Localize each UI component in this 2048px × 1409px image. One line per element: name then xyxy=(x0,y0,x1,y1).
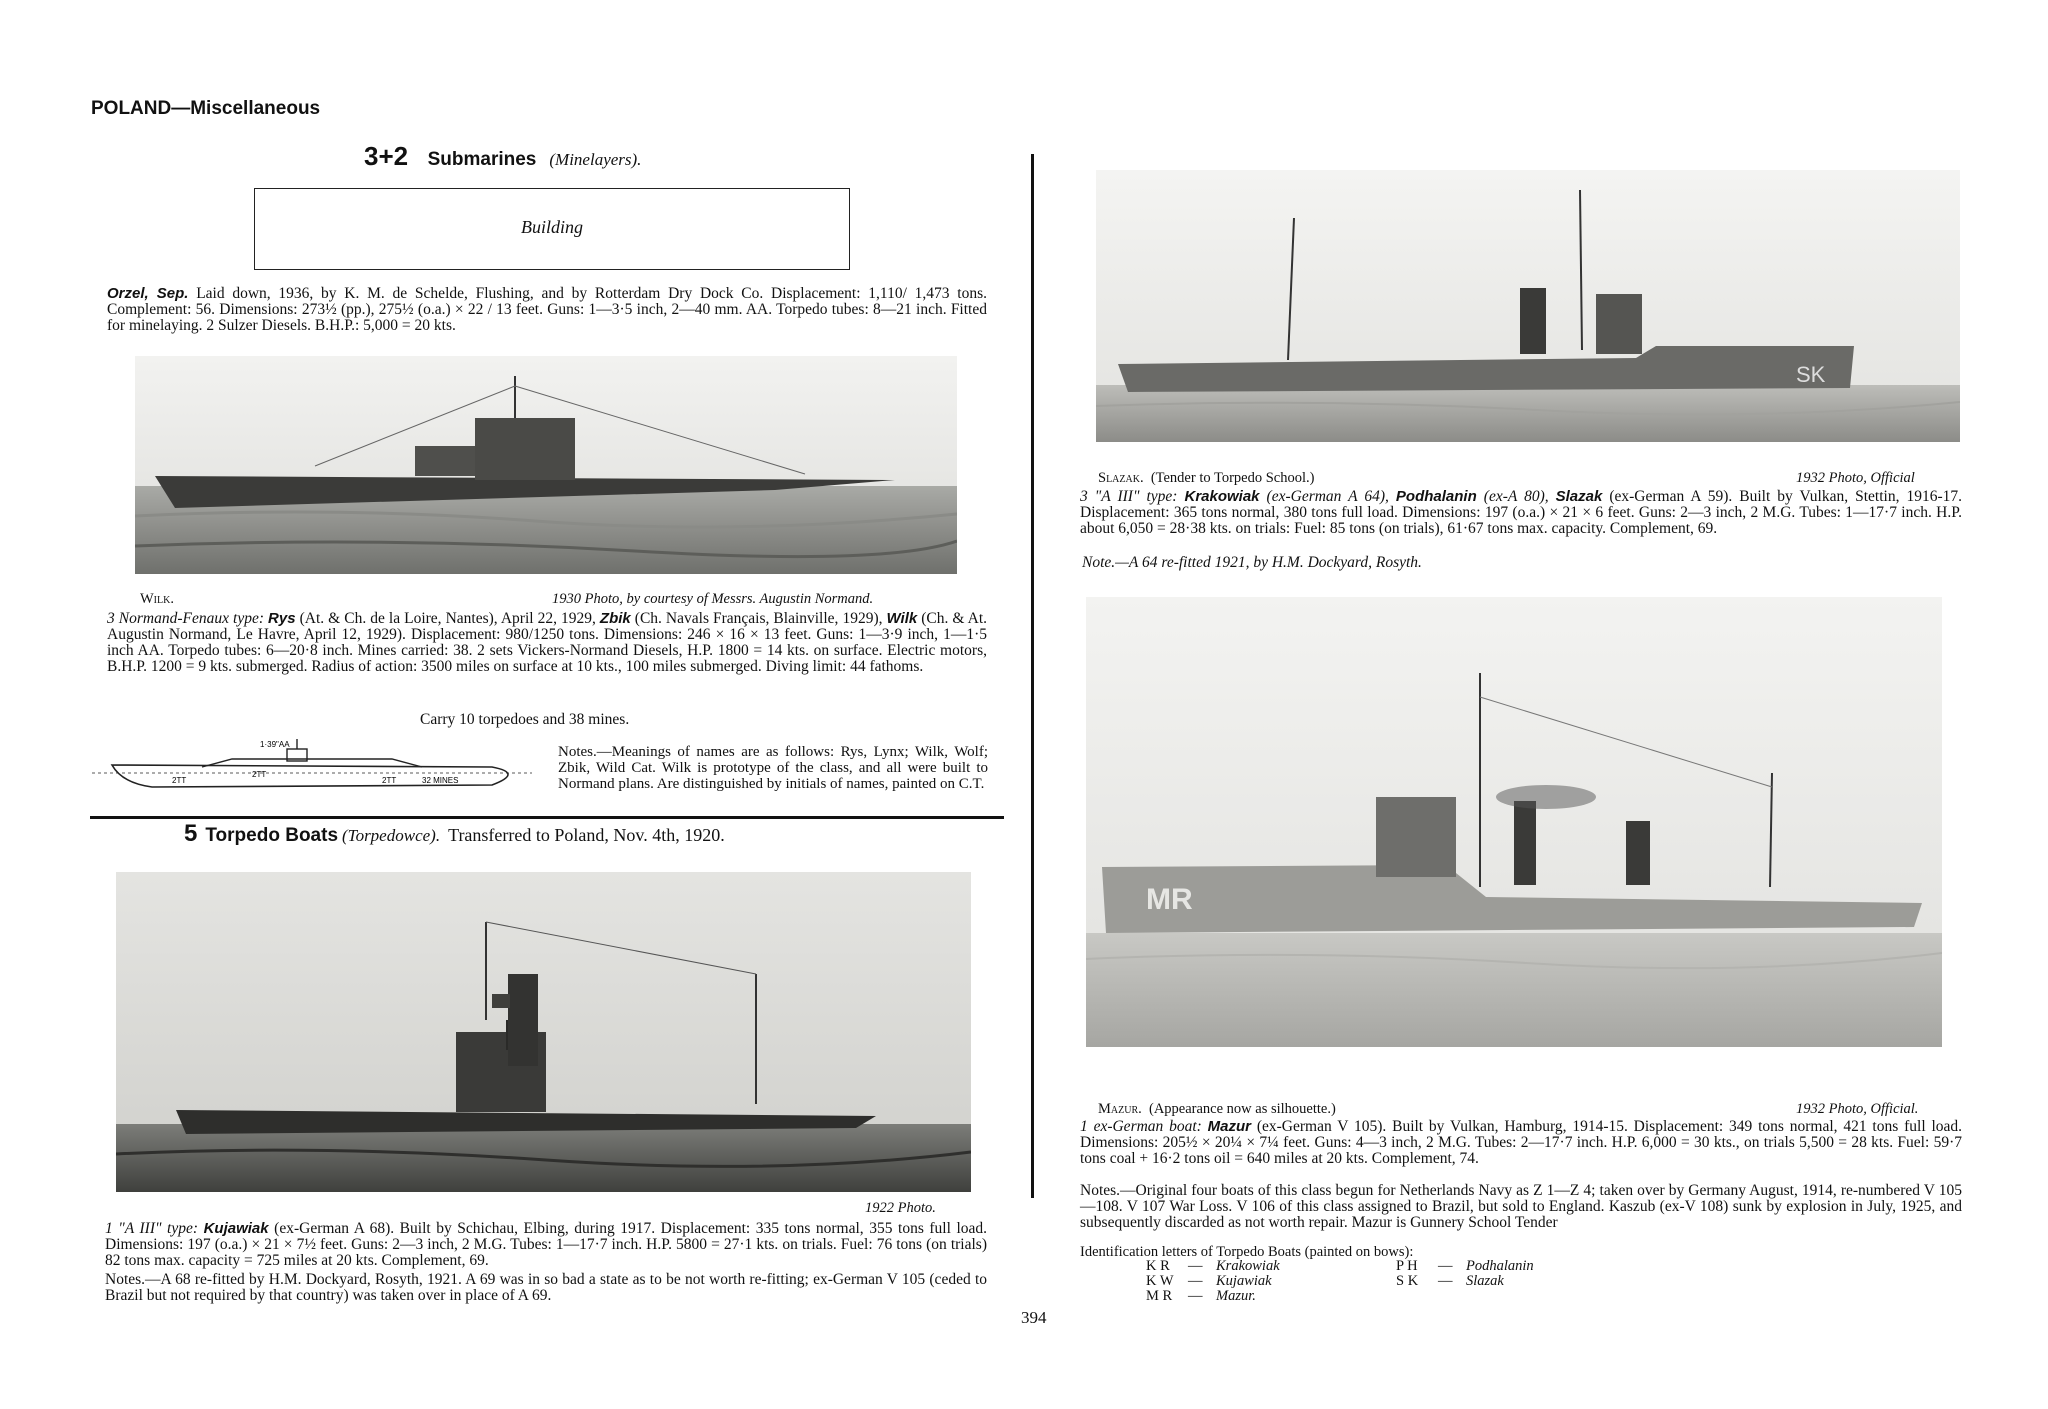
slazak-paragraph xyxy=(1080,489,1962,537)
wilk-name: Wilk xyxy=(886,610,918,627)
id-letters-left xyxy=(1146,1259,1280,1304)
building-box xyxy=(254,188,850,270)
id-letters-right xyxy=(1396,1259,1534,1289)
mazur-caption xyxy=(1098,1101,1336,1118)
kujawiak-text: (ex-German A 68). Built by Schichau, Elbing, during 1917. Displacement: 335 tons normal, 355 tons full load. Dimensions: 197 (o.a.) × 21 × 7½ feet. Guns: 2—3 inch, 2 M.G. Tubes: 1—17·7 inch. H.P. 5800 = 27·1 kts. on trials. Fuel: 76 tons (on trials) 82 tons max. capacity = 725 miles at 20 kts. Complement, 69. xyxy=(105,1220,988,1269)
krakowiak-ex: (ex-German A 64), xyxy=(1266,488,1389,505)
submarines-title: Submarines xyxy=(427,149,537,170)
id-row: M R — Mazur. xyxy=(1146,1288,1256,1304)
wilk-detail: (Ch. & At. Augustin Normand, Le Havre, April 12, 1929). Displacement: 980/1250 tons. Dimensions: 246 × 16 × 13 feet. Guns: 1—3·9 inch, 1—1·5 inch AA. Torpedo tubes: 6—20·8 inch. Mines carried: 38. 2 sets Vickers-Normand Diesels, H.P. 1800 = 14 kts. on surface. Electric motors, B.H.P. 1200 = 9 kts. submerged. Radius of action: 3500 miles on surface at 10 kts., 100 miles submerged. Diving limit: 44 fathoms. xyxy=(107,610,988,675)
rys-name: Rys xyxy=(268,610,296,627)
silhouette-tubes-a: 2TT xyxy=(172,776,187,785)
krakowiak-name: Krakowiak xyxy=(1184,488,1260,505)
header-section: —Miscellaneous xyxy=(171,98,321,119)
mazur-notes: Notes.—Original four boats of this class begun for Netherlands Navy as Z 1—Z 4; taken over by Germany August, 1914, re-numbered V 105—108. V 107 War Loss. V 106 of this class assigned to Brazil, but sold to England. Kaszub (ex-V 108) sunk by explosion in July, 1925, and subsequently discarded as not worth repair. Mazur is Gunnery School Tender xyxy=(1080,1182,1962,1231)
wilk-caption xyxy=(140,591,174,608)
silhouette-tubes-c: 2TT xyxy=(382,776,397,785)
orzel-paragraph xyxy=(107,286,987,334)
building-label: Building xyxy=(521,217,583,237)
torpedo-boats-heading xyxy=(184,820,725,848)
column-divider xyxy=(1031,154,1034,1198)
normand-paragraph xyxy=(107,611,987,675)
mazur-caption-name: Mazur. xyxy=(1098,1101,1142,1117)
mazur-hull-mark: MR xyxy=(1146,883,1193,916)
mazur-prefix: 1 ex-German boat: xyxy=(1080,1118,1202,1135)
orzel-names: Orzel, Sep. xyxy=(107,285,189,302)
slazak-caption-name: Slazak. xyxy=(1098,470,1144,486)
slazak-hull-mark: SK xyxy=(1796,362,1826,387)
orzel-text: Laid down, 1936, by K. M. de Schelde, Flushing, and by Rotterdam Dry Dock Co. Displacement: 1,110/ 1,473 tons. Complement: 56. Dimensions: 273½ (pp.), 275½ (o.a.) × 22 / 13 feet. Guns: 1—3·5 inch, 2—40 mm. AA. Torpedo tubes: 8—21 inch. Fitted for minelaying. 2 Sulzer Diesels. B.H.P.: 5,000 = 20 kts. xyxy=(107,285,988,334)
kujawiak-paragraph xyxy=(105,1221,987,1269)
wilk-photo-credit: 1930 Photo, by courtesy of Messrs. Augustin Normand. xyxy=(552,591,874,607)
id-row: S K — Slazak xyxy=(1396,1273,1504,1289)
id-row: K R — Krakowiak xyxy=(1146,1258,1280,1274)
zbik-name: Zbik xyxy=(599,610,631,627)
submarines-count: 3+2 xyxy=(364,141,409,171)
submarines-qualifier: (Minelayers). xyxy=(549,150,642,169)
section-divider xyxy=(90,816,1004,819)
carry-note: Carry 10 torpedoes and 38 mines. xyxy=(420,711,630,728)
mazur-name: Mazur xyxy=(1207,1118,1252,1135)
slazak-caption xyxy=(1098,470,1314,487)
kujawiak-photo-credit: 1922 Photo. xyxy=(865,1200,936,1216)
silhouette-gun-label: 1·39"AA xyxy=(260,740,290,749)
slazak-note: Note.—A 64 re-fitted 1921, by H.M. Dockyard, Rosyth. xyxy=(1082,554,1422,571)
wilk-caption-name: Wilk. xyxy=(140,591,174,607)
id-heading: Identification letters of Torpedo Boats (painted on bows): xyxy=(1080,1244,1414,1260)
mazur-photo-credit: 1932 Photo, Official. xyxy=(1796,1101,1919,1117)
torpedo-boats-polish: (Torpedowce). xyxy=(342,826,441,845)
torpedo-boats-count: 5 xyxy=(184,820,198,847)
page-header xyxy=(91,98,320,120)
kujawiak-name: Kujawiak xyxy=(203,1220,269,1237)
submarine-notes: Notes.—Meanings of names are as follows: Rys, Lynx; Wilk, Wolf; Zbik, Wild Cat. Wilk is prototype of the class, and all were built to Normand plans. Are distinguished by initials of names, painted on C.T. xyxy=(558,744,988,792)
submarine-silhouette xyxy=(92,737,532,807)
mazur-text: (ex-German V 105). Built by Vulkan, Hamburg, 1914-15. Displacement: 349 tons normal, 421 tons full load. Dimensions: 205½ × 20¼ × 7¼ feet. Guns: 4—3 inch, 2 M.G. Tubes: 2—17·7 inch. H.P. 6,000 = 30 kts., on trials 5,500 = 28 kts. Fuel: 59·7 tons coal + 16·2 tons oil = 640 miles at 20 kts. Complement, 74. xyxy=(1080,1118,1963,1167)
slazak-name: Slazak xyxy=(1555,488,1603,505)
torpedo-boats-transfer: Transferred to Poland, Nov. 4th, 1920. xyxy=(448,825,725,845)
mazur-photo xyxy=(1086,597,1942,1047)
id-row: K W — Kujawiak xyxy=(1146,1273,1272,1289)
slazak-photo-credit: 1932 Photo, Official xyxy=(1796,470,1915,486)
kujawiak-photo xyxy=(116,872,971,1192)
id-row: P H — Podhalanin xyxy=(1396,1258,1534,1274)
silhouette-tubes-b: 2TT xyxy=(252,770,267,779)
slazak-prefix: 3 "A III" type: xyxy=(1080,488,1178,505)
normand-prefix: 3 Normand-Fenaux type: xyxy=(107,610,264,627)
podhalanin-ex: (ex-A 80), xyxy=(1483,488,1549,505)
torpedo-boats-title: Torpedo Boats xyxy=(205,825,339,846)
podhalanin-name: Podhalanin xyxy=(1395,488,1477,505)
wilk-photo xyxy=(135,356,957,574)
slazak-text: (ex-German A 59). Built by Vulkan, Stettin, 1916-17. Displacement: 365 tons normal, 380 tons full load. Dimensions: 197 (o.a.) × 21 × 6 feet. Guns: 2—3 inch, 2 M.G. Tubes: 1—17·7 inch. H.P. about 6,050 = 28·38 kts. on trials: Fuel: 85 tons (on trials), 61·67 tons max. capacity. Complement, 69. xyxy=(1080,488,1963,537)
rys-detail: (At. & Ch. de la Loire, Nantes), April 22, 1929, xyxy=(299,610,596,627)
silhouette-mines-label: 32 MINES xyxy=(422,776,459,785)
mazur-caption-desc: (Appearance now as silhouette.) xyxy=(1149,1101,1336,1117)
kujawiak-notes: Notes.—A 68 re-fitted by H.M. Dockyard, Rosyth, 1921. A 69 was in so bad a state as to be not worth re-fitting; ex-German V 105 (ceded to Brazil but not required by that country) was taken over in place of A 69. xyxy=(105,1271,987,1304)
mazur-paragraph xyxy=(1080,1119,1962,1167)
kujawiak-prefix: 1 "A III" type: xyxy=(105,1220,199,1237)
header-country: POLAND xyxy=(91,98,172,119)
slazak-photo xyxy=(1096,170,1960,442)
submarines-heading xyxy=(364,141,641,172)
slazak-caption-desc: (Tender to Torpedo School.) xyxy=(1150,470,1315,486)
zbik-detail: (Ch. Navals Français, Blainville, 1929), xyxy=(634,610,883,627)
page-number: 394 xyxy=(1021,1308,1047,1327)
